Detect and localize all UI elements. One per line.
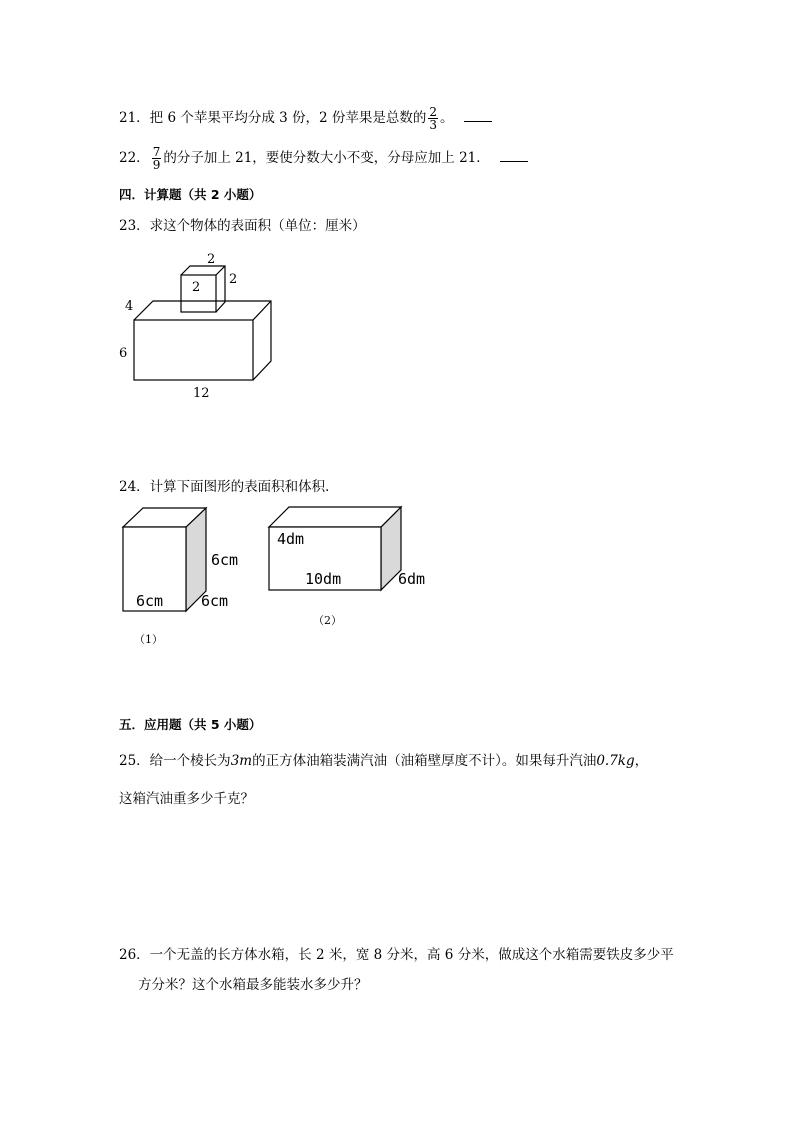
fraction-7-9: $\frac{7}{9}$ [152, 145, 161, 172]
q23-label-base-height: 6 [119, 346, 128, 361]
question-25: 25．给一个棱长为3m的正方体油箱装满汽油（油箱壁厚度不计）。如果每升汽油0.7kg， [119, 753, 649, 769]
edge-length: 3m [230, 753, 253, 769]
q24-figures [0, 500, 794, 650]
q23-label-top-front: 2 [192, 280, 201, 295]
section-5-title: 五．应用题（共 5 小题） [119, 717, 262, 732]
question-24-text: 24．计算下面图形的表面积和体积． [119, 479, 339, 495]
fig2-caption: （2） [313, 614, 342, 627]
question-22: 22． $\frac{7}{9}$ 的分子加上 21，要使分数大小不变，分母应加上 21． [119, 146, 528, 171]
question-21: 21．把 6 个苹果平均分成 3 份，2 份苹果是总数的 $\frac{2}{3}$ 。 [119, 106, 492, 131]
answer-blank-22[interactable] [500, 149, 528, 162]
question-22-text: 的分子加上 21，要使分数大小不变，分母应加上 21． [163, 150, 490, 166]
fraction-2-3: $\frac{2}{3}$ [429, 105, 438, 132]
fig2-label-depth: 6dm [398, 570, 426, 588]
q23-label-base-length: 12 [193, 386, 210, 401]
q23-label-base-depth: 4 [125, 299, 134, 314]
q23-figure [0, 245, 794, 405]
fig1-label-width: 6cm [136, 592, 164, 610]
question-25-line2: 这箱汽油重多少千克？ [119, 791, 254, 807]
question-26-line1: 26．一个无盖的长方体水箱，长 2 米，宽 8 分米，高 6 分米，做成这个水箱需要铁皮多少平 [119, 947, 674, 963]
weight-per-liter: 0.7kg [596, 753, 635, 769]
q23-label-top-width: 2 [207, 252, 216, 267]
question-26-line2: 方分米？这个水箱最多能装水多少升？ [138, 977, 368, 993]
fig1-label-depth: 6cm [201, 592, 229, 610]
fig1-caption: （1） [134, 633, 163, 646]
question-21-text: 21．把 6 个苹果平均分成 3 份，2 份苹果是总数的 [119, 110, 427, 126]
answer-blank-21[interactable] [464, 109, 492, 122]
question-23-text: 23．求这个物体的表面积（单位：厘米） [119, 218, 366, 234]
fig2-label-height: 4dm [277, 530, 305, 548]
fig2-label-length: 10dm [305, 570, 342, 588]
fig1-label-height: 6cm [211, 551, 239, 569]
section-4-title: 四．计算题（共 2 小题） [119, 187, 262, 202]
q23-label-top-depth: 2 [229, 272, 238, 287]
